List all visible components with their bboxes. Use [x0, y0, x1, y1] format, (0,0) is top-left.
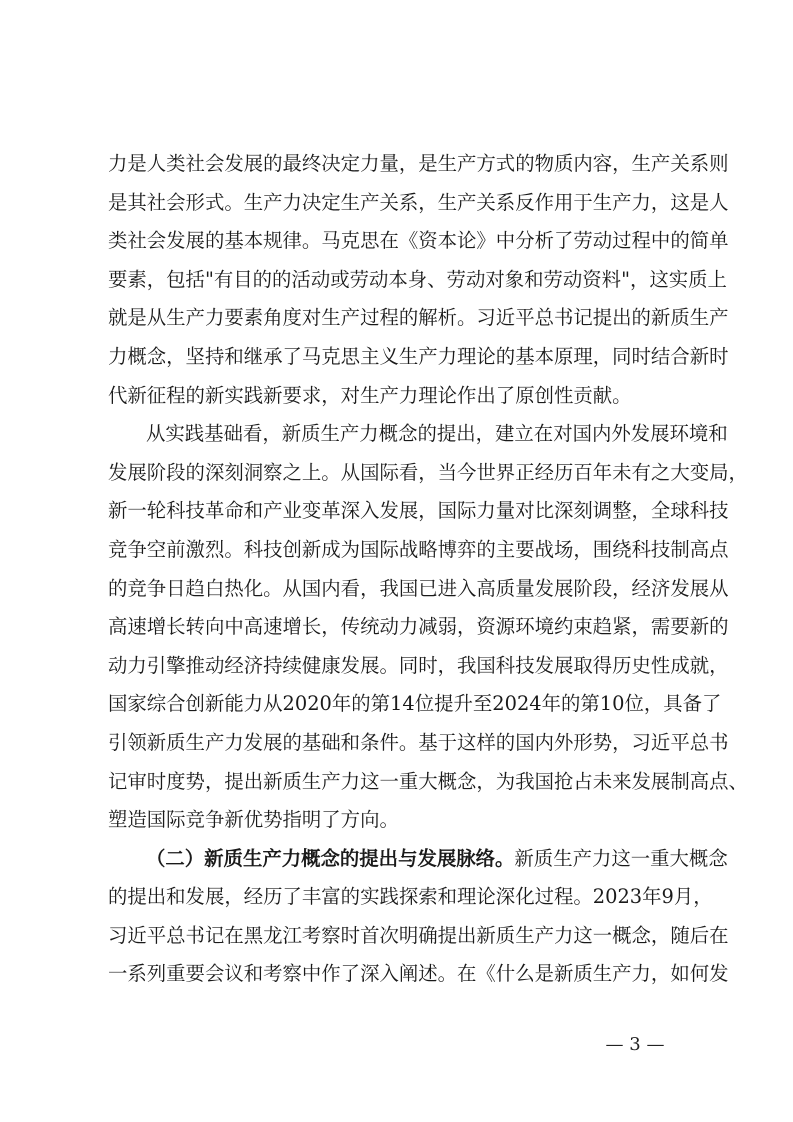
text-line: 力是人类社会发展的最终决定力量，是生产方式的物质内容，生产关系则 [108, 152, 729, 175]
page-number: — 3 — [605, 1034, 665, 1055]
text-line: 要素，包括"有目的的活动或劳动本身、劳动对象和劳动资料"，这实质上 [108, 267, 727, 291]
text-line: 的提出和发展，经历了丰富的实践探索和理论深化过程。2023年9月， [108, 885, 713, 909]
text-line [108, 840, 728, 879]
text-line: 习近平总书记在黑龙江考察时首次明确提出新质生产力这一概念，随后在 [108, 923, 729, 947]
text-line: 就是从生产力要素角度对生产过程的解析。习近平总书记提出的新质生产 [108, 306, 729, 330]
paragraph-2 [108, 415, 748, 840]
text-line: 新一轮科技革命和产业变革深入发展，国际力量对比深刻调整，全球科技 [108, 499, 729, 523]
text-line: 是其社会形式。生产力决定生产关系，生产关系反作用于生产力，这是人 [108, 190, 729, 214]
paragraph-3 [108, 840, 729, 994]
text-line: 记审时度势，提出新质生产力这一重大概念，为我国抢占未来发展制高点、 [108, 769, 748, 793]
text-line: 的竞争日趋白热化。从国内看，我国已进入高质量发展阶段，经济发展从 [108, 576, 729, 600]
text-line: 引领新质生产力发展的基础和条件。基于这样的国内外形势，习近平总书 [108, 730, 729, 754]
text-line: 从实践基础看，新质生产力概念的提出，建立在对国内外发展环境和 [146, 422, 728, 446]
text-line: 竞争空前激烈。科技创新成为国际战略博弈的主要战场，围绕科技制高点 [108, 537, 729, 561]
text-line: 一系列重要会议和考察中作了深入阐述。在《什么是新质生产力，如何发 [108, 962, 729, 986]
heading-line-rest: 新质生产力这一重大概念 [514, 846, 728, 870]
text-line: 塑造国际竞争新优势指明了方向。 [108, 808, 399, 832]
text-line: 类社会发展的基本规律。马克思在《资本论》中分析了劳动过程中的简单 [108, 229, 729, 253]
paragraph-1 [108, 145, 729, 415]
text-line: 高速增长转向中高速增长，传统动力减弱，资源环境约束趋紧，需要新的 [108, 615, 729, 639]
text-line: 代新征程的新实践新要求，对生产力理论作出了原创性贡献。 [108, 383, 632, 407]
section-heading: （二）新质生产力概念的提出与发展脉络。 [146, 846, 515, 870]
text-line: 发展阶段的深刻洞察之上。从国际看，当今世界正经历百年未有之大变局， [108, 460, 748, 484]
text-line: 国家综合创新能力从2020年的第14位提升至2024年的第10位，具备了 [108, 692, 722, 716]
text-line: 动力引擎推动经济持续健康发展。同时，我国科技发展取得历史性成就， [108, 653, 729, 677]
text-line: 力概念，坚持和继承了马克思主义生产力理论的基本原理，同时结合新时 [108, 344, 729, 368]
document-body [108, 145, 748, 994]
